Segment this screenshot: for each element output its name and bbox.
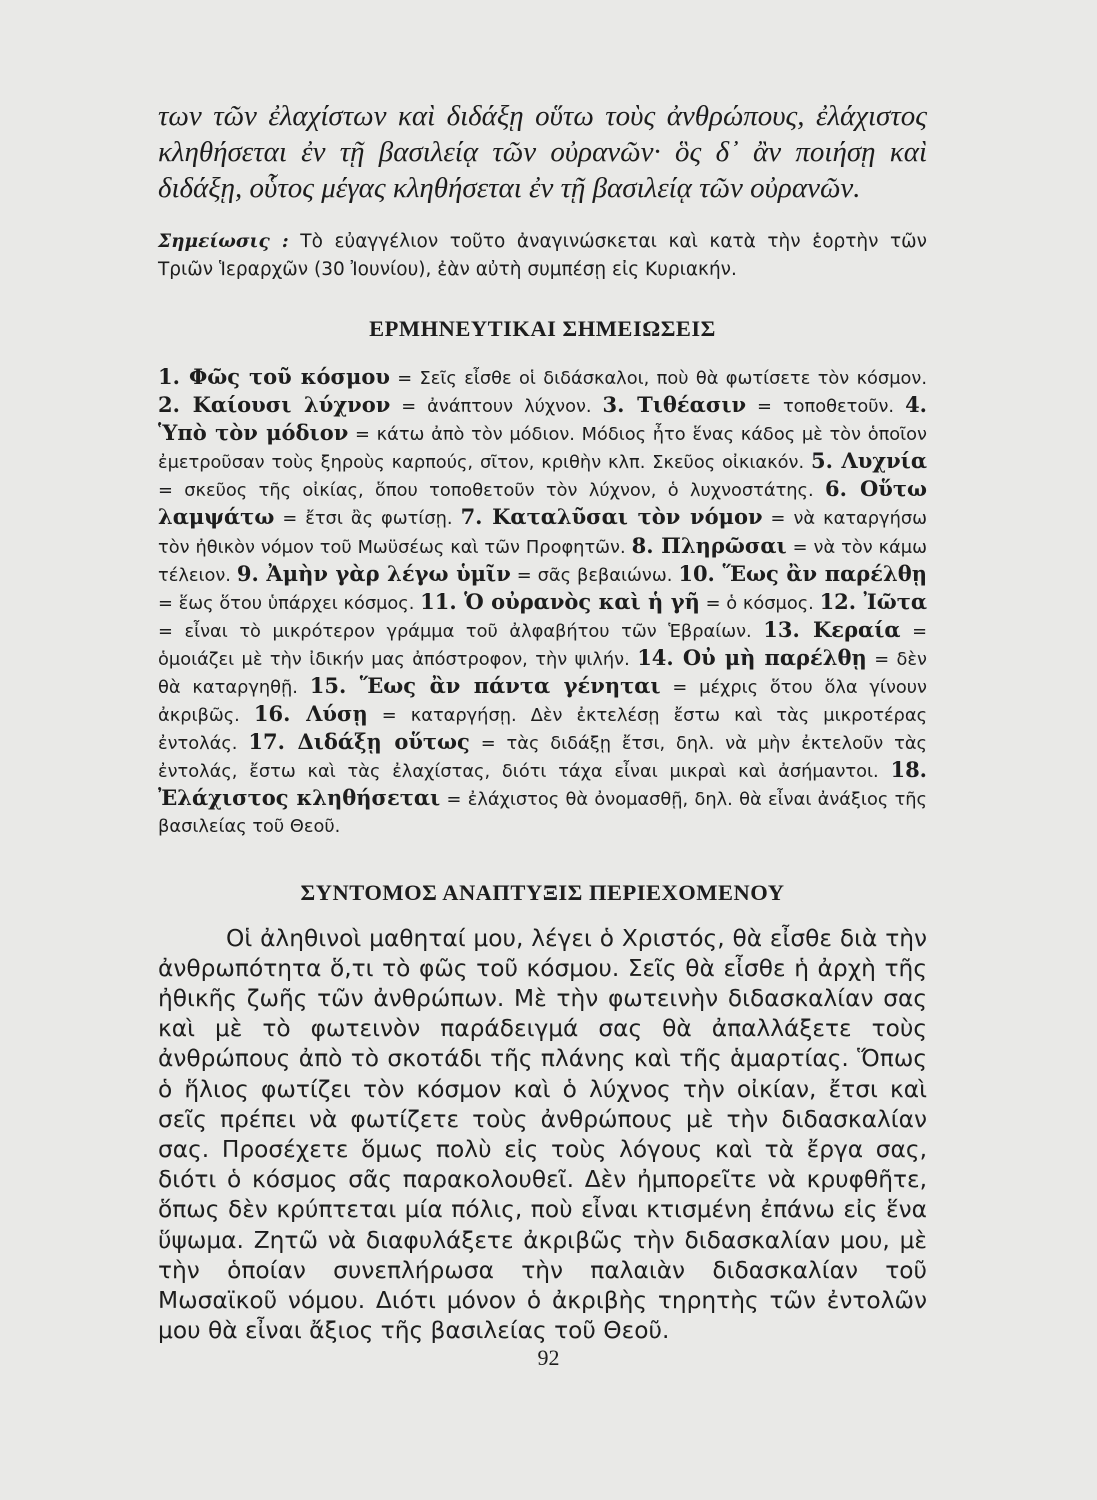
- note-text-13: = ὁμοιάζει μὲ τὴν ἰδικήν μας ἀπόστροφον, τὴν ψιλήν.: [158, 620, 927, 670]
- note-term-12: 12. Ἰῶτα: [819, 588, 927, 614]
- summary-paragraph: Οἱ ἀληθινοὶ μαθηταί μου, λέγει ὁ Χριστός, θὰ εἶσθε διὰ τὴν ἀνθρωπότητα ὅ,τι τὸ φῶς τοῦ κόσμου. Σεῖς θὰ εἶσθε ἡ ἀρχὴ τῆς ἠθικῆς ζωῆς τῶν ἀνθρώπων. Μὲ τὴν φωτεινὴν διδασκαλίαν σας καὶ μὲ τὸ φωτεινὸν παράδειγμά σας θὰ ἀπαλλάξετε τοὺς ἀνθρώπους ἀπὸ τὸ σκοτάδι τῆς πλάνης καὶ τῆς ἁμαρτίας. Ὅπως ὁ ἥλιος φωτίζει τὸν κόσμον καὶ ὁ λύχνος τὴν οἰκίαν, ἔτσι καὶ σεῖς πρέπει νὰ φωτίζετε τοὺς ἀνθρώπους μὲ τὴν διδασκαλίαν σας. Προσέχετε ὅμως πολὺ εἰς τοὺς λόγους καὶ τὰ ἔργα σας, διότι ὁ κόσμος σᾶς παρακολουθεῖ. Δὲν ἠμπορεῖτε νὰ κρυφθῆτε, ὅπως δὲν κρύπτεται μία πόλις, ποὺ εἶναι κτισμένη ἐπάνω εἰς ἕνα ὕψωμα. Ζητῶ νὰ διαφυλάξετε ἀκριβῶς τὴν διδασκαλίαν μου, μὲ τὴν ὁποίαν συνεπλήρωσα τὴν παλαιὰν διδασκαλίαν τοῦ Μωσαϊκοῦ νόμου. Διότι μόνον ὁ ἀκριβὴς τηρητὴς τῶν ἐντολῶν μου θὰ εἶναι ἄξιος τῆς βασιλείας τοῦ Θεοῦ.: [158, 924, 927, 1345]
- note-term-14: 14. Οὐ μὴ παρέλθῃ: [637, 644, 867, 670]
- note-term-10: 10. Ἕως ἂν παρέλθῃ: [678, 560, 927, 586]
- note-term-18: 18. Ἐλάχιστος κληθήσεται: [158, 757, 927, 811]
- note-term-6: 6. Οὕτω λαμψάτω: [158, 476, 927, 530]
- note-text-4: = κάτω ἀπὸ τὸν μόδιον. Μόδιος ἦτο ἕνας κάδος μὲ τὸν ὁποῖον ἐμετροῦσαν τοὺς ξηροὺς καρπούς, σῖτον, κριθὴν κλπ. Σκεῦος οἰκιακόν.: [158, 424, 927, 474]
- note-text: Τὸ εὐαγγέλιον τοῦτο ἀναγινώσκεται καὶ κατὰ τὴν ἑορτὴν τῶν Τριῶν Ἱεραρχῶν (30 Ἰουνίου), ἐὰν αὐτὴ συμπέσῃ εἰς Κυριακήν.: [158, 231, 927, 280]
- note-term-3: 3. Τιθέασιν: [602, 392, 747, 418]
- note-text-18: = ἐλάχιστος θὰ ὀνομασθῇ, δηλ. θὰ εἶναι ἀνάξιος τῆς βασιλείας τοῦ Θεοῦ.: [158, 789, 927, 837]
- note-term-17: 17. Διδάξῃ οὕτως: [248, 729, 470, 755]
- note-text-2: = ἀνάπτουν λύχνον.: [390, 396, 603, 418]
- note-text-16: = καταργήσῃ. Δὲν ἐκτελέσῃ ἔστω καὶ τὰς μικροτέρας ἐντολάς.: [158, 705, 928, 755]
- note-text-6: = ἔτσι ἂς φωτίσῃ.: [274, 508, 461, 530]
- note-term-2: 2. Καίουσι λύχνον: [158, 392, 391, 418]
- note-text-1: = Σεῖς εἶσθε οἱ διδάσκαλοι, ποὺ θὰ φωτίσετε τὸν κόσμον.: [389, 368, 927, 389]
- note-text-11: = ὁ κόσμος.: [699, 592, 820, 614]
- note-term-15: 15. Ἕως ἂν πάντα γένηται: [309, 673, 661, 699]
- note-term-1: 1. Φῶς τοῦ κόσμου: [158, 364, 390, 389]
- note-text-5: = σκεῦος τῆς οἰκίας, ὅπου τοποθετοῦν τὸν λύχνον, ὁ λυχνοστάτης.: [158, 480, 826, 502]
- note-text-14: = δὲν θὰ καταργηθῇ.: [158, 648, 927, 699]
- intro-paragraph: των τῶν ἐλαχίστων καὶ διδάξῃ οὕτω τοὺς ἀνθρώπους, ἐλάχιστος κληθήσεται ἐν τῇ βασιλείᾳ τῶν οὐρανῶν· ὃς δ᾽ ἂν ποιήσῃ καὶ διδάξῃ, οὗτος μέγας κληθήσεται ἐν τῇ βασιλείᾳ τῶν οὐρανῶν.: [158, 100, 927, 204]
- summary-heading: ΣΥΝΤΟΜΟΣ ΑΝΑΠΤΥΞΙΣ ΠΕΡΙΕΧΟΜΕΝΟΥ: [300, 879, 785, 905]
- notes-paragraph: [158, 364, 927, 840]
- note-term-16: 16. Λύσῃ: [253, 701, 368, 727]
- notes-heading: ΕΡΜΗΝΕΥΤΙΚΑΙ ΣΗΜΕΙΩΣΕΙΣ: [369, 316, 716, 341]
- note-term-9: 9. Ἀμὴν γὰρ λέγω ὑμῖν: [236, 560, 511, 586]
- note-text-10: = ἕως ὅτου ὑπάρχει κόσμος.: [158, 592, 421, 614]
- note-term-4: 4. Ὑπὸ τὸν μόδιον: [158, 392, 927, 446]
- note-term-8: 8. Πληρῶσαι: [631, 532, 787, 558]
- note-term-13: 13. Κεραία: [763, 616, 901, 642]
- page-number: 92: [537, 1345, 560, 1370]
- note-text-15: = μέχρις ὅτου ὅλα γίνουν ἀκριβῶς.: [158, 677, 927, 727]
- note-paragraph: [158, 228, 927, 284]
- note-text-7: = νὰ καταργήσω τὸν ἠθικὸν νόμον τοῦ Μωϋσέως καὶ τῶν Προφητῶν.: [158, 508, 927, 558]
- note-text-17: = τὰς διδάξῃ ἔτσι, δηλ. νὰ μὴν ἐκτελοῦν τὰς ἐντολάς, ἔστω καὶ τὰς ἐλαχίστας, διότι τάχα εἶναι μικραὶ καὶ ἀσήμαντοι.: [158, 733, 927, 783]
- note-text-8: = νὰ τὸν κάμω τέλειον.: [158, 536, 927, 586]
- note-text-3: = τοποθετοῦν.: [746, 396, 906, 418]
- note-label: Σημείωσις :: [158, 231, 289, 252]
- note-term-7: 7. Καταλῦσαι τὸν νόμον: [460, 504, 763, 530]
- note-term-5: 5. Λυχνία: [810, 448, 927, 474]
- note-term-11: 11. Ὁ οὐρανὸς καὶ ἡ γῆ: [420, 588, 700, 614]
- note-text-12: = εἶναι τὸ μικρότερον γράμμα τοῦ ἀλφαβήτου τῶν Ἑβραίων.: [158, 620, 764, 642]
- note-text-9: = σᾶς βεβαιώνω.: [510, 564, 679, 586]
